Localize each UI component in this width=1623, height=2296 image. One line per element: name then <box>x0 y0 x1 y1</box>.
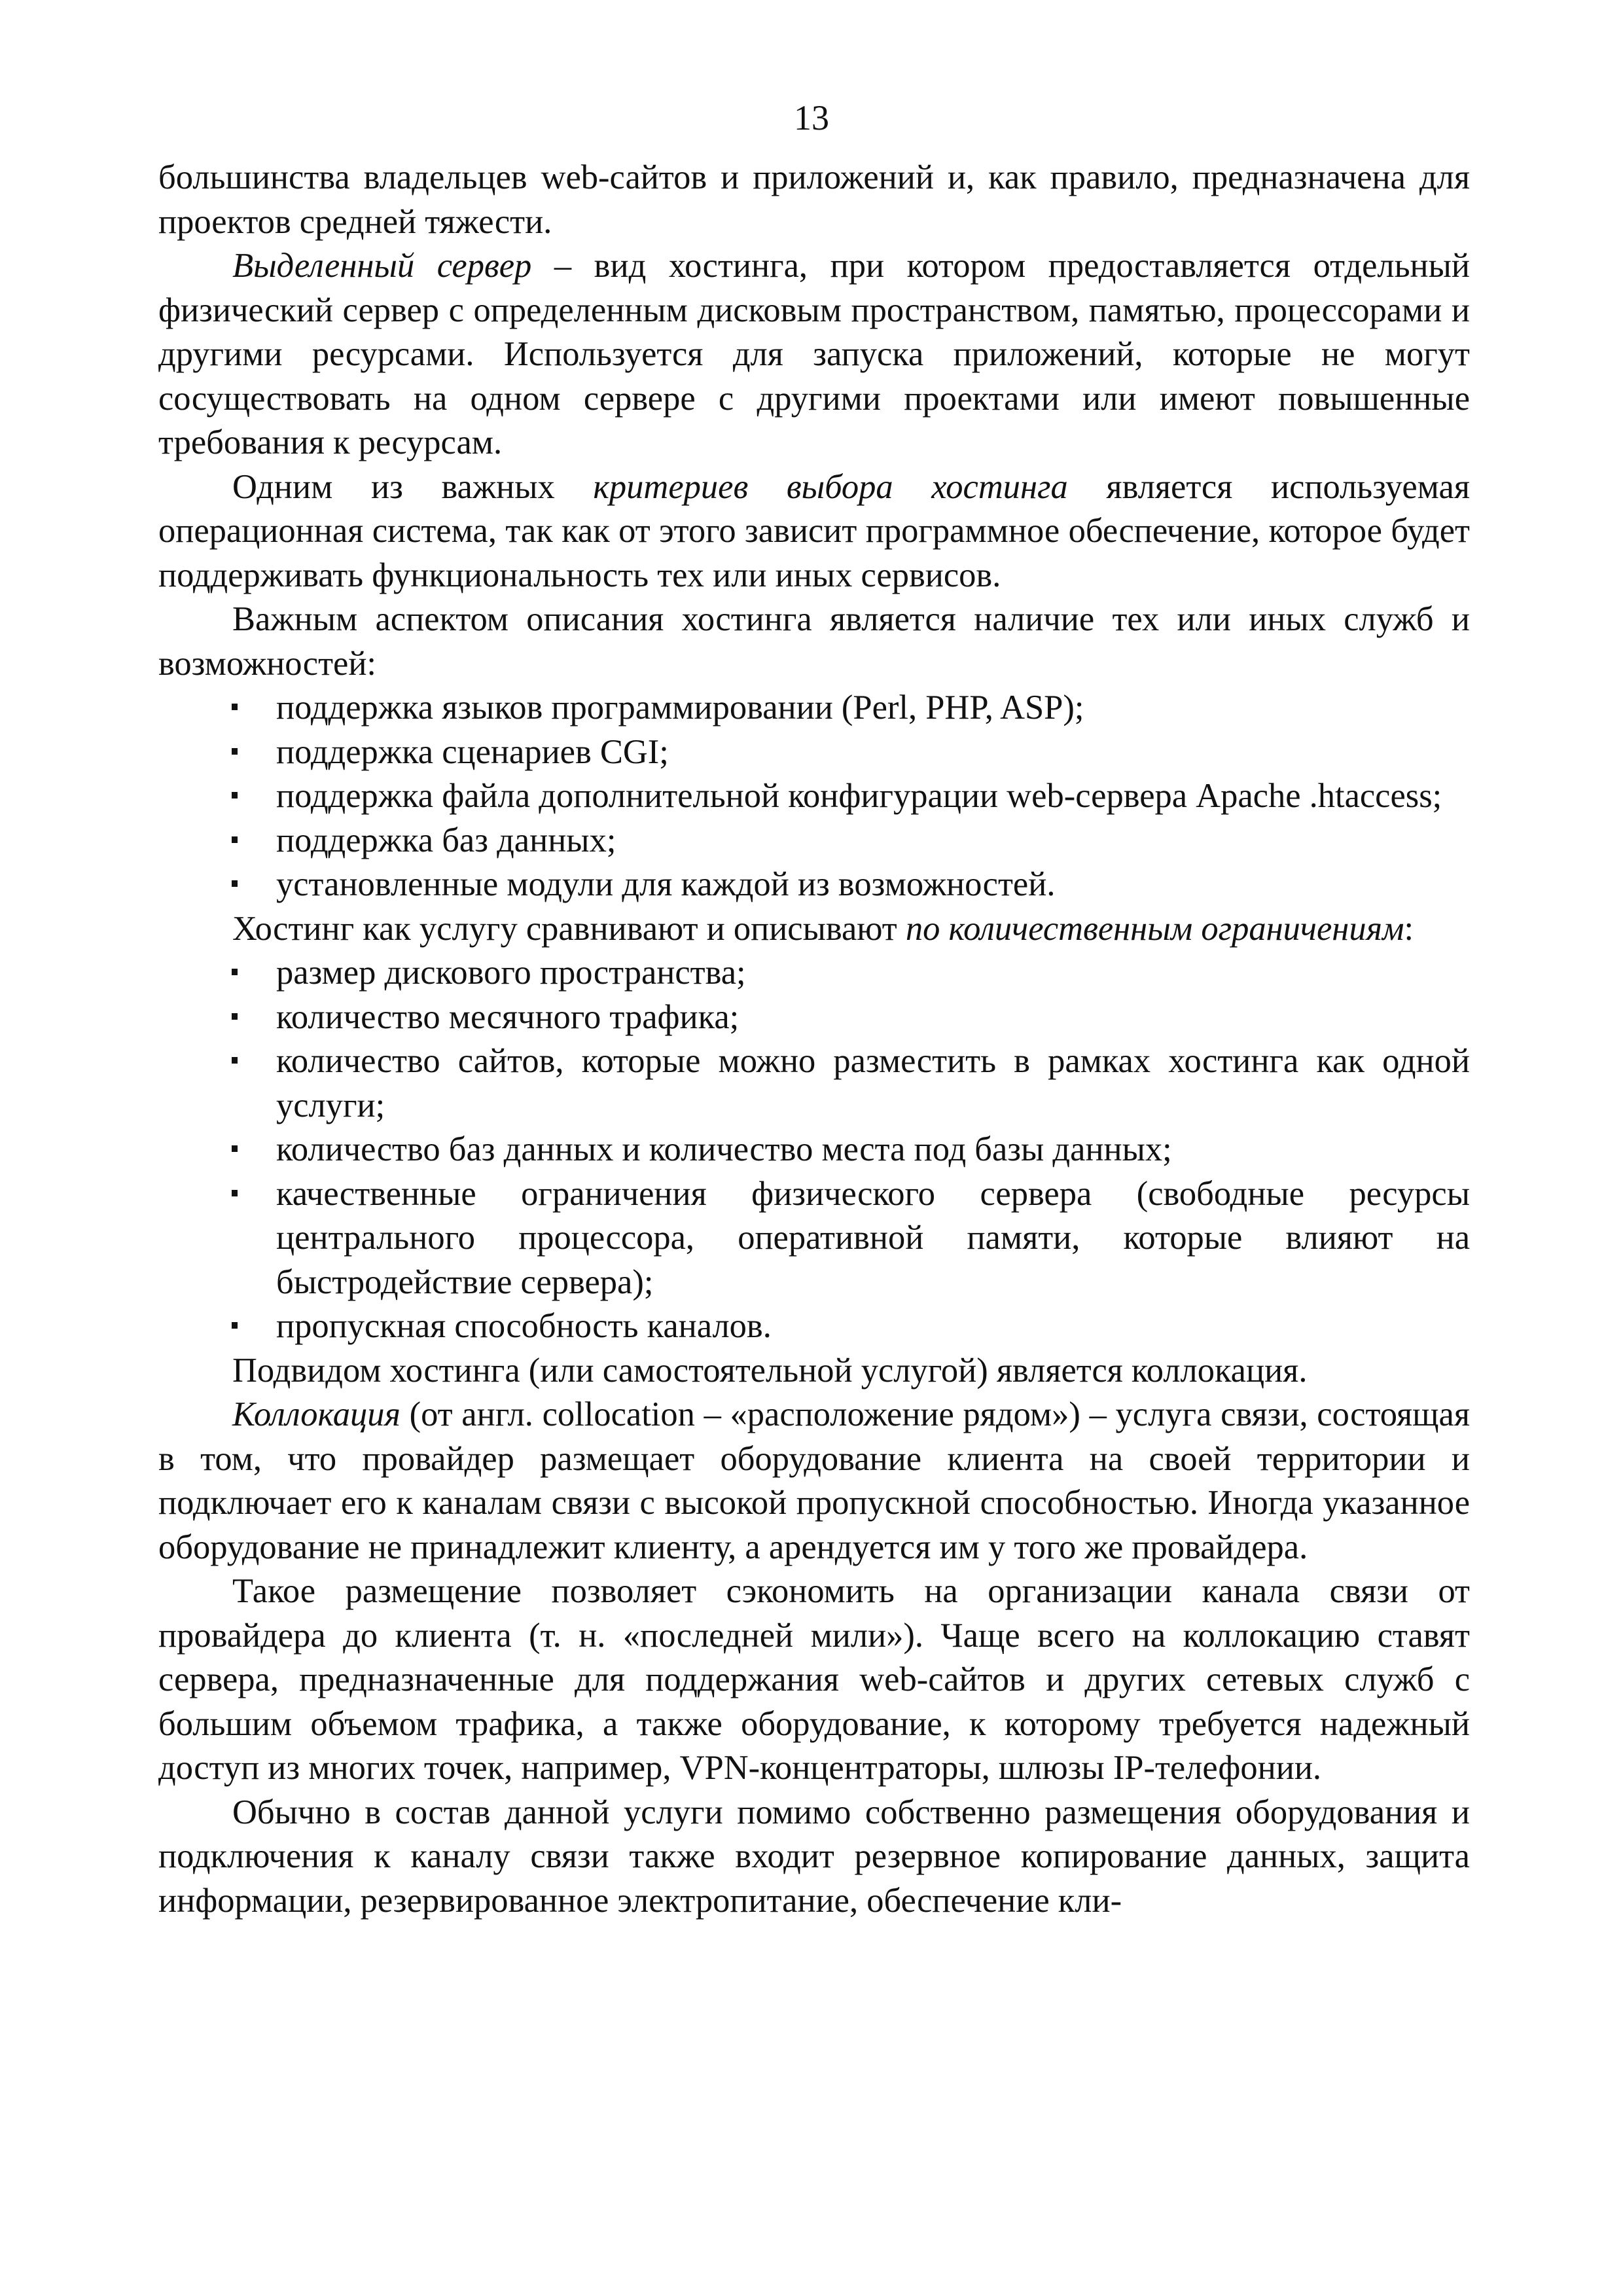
list-item-text: количество сайтов, которые можно разместить в рамках хостинга как одной услуги; <box>276 1042 1470 1124</box>
bullet-icon <box>232 1322 238 1329</box>
paragraph-services-intro: Важным аспектом описания хостинга является наличие тех или иных служб и возможностей: <box>158 600 1470 683</box>
list-item <box>158 1304 1470 1349</box>
list-item <box>158 951 1470 996</box>
bullet-icon <box>232 969 238 975</box>
bullet-icon <box>232 748 238 755</box>
limits-list <box>158 951 1470 1349</box>
services-list <box>158 686 1470 907</box>
bullet-icon <box>232 836 238 843</box>
list-item <box>158 863 1470 907</box>
paragraph-colocation-definition <box>158 1393 1470 1570</box>
list-item <box>158 819 1470 863</box>
bullet-icon <box>232 880 238 887</box>
list-item <box>158 996 1470 1040</box>
paragraph-selection-criteria-lead: Одним из важных <box>232 467 594 506</box>
paragraph-quantitative-limits-lead: Хостинг как услугу сравнивают и описывают <box>232 909 906 948</box>
bullet-icon <box>232 704 238 710</box>
list-item-text: поддержка языков программировании (Perl, PHP, ASP); <box>276 689 1084 726</box>
list-item <box>158 686 1470 730</box>
list-item-text: качественные ограничения физического сервера (свободные ресурсы центрального процессора, оперативной памяти, которые влияют на быстродействие сервера); <box>276 1174 1470 1301</box>
paragraph-continuation: большинства владельцев web-сайтов и приложений и, как правило, предназначена для проектов средней тяжести. <box>158 158 1470 241</box>
list-item-text: установленные модули для каждой из возможностей. <box>276 865 1056 903</box>
page-number: 13 <box>794 98 829 137</box>
paragraph-colocation-intro: Подвидом хостинга (или самостоятельной услугой) является коллокация. <box>232 1351 1308 1390</box>
term-selection-criteria: критериев выбора хостинга <box>593 467 1068 506</box>
paragraph-selection-criteria <box>158 465 1470 598</box>
list-item <box>158 1039 1470 1128</box>
term-quantitative-limits: по количественным ограничениям <box>905 909 1404 948</box>
bullet-icon <box>232 1057 238 1064</box>
paragraph-colocation-services: Обычно в состав данной услуги помимо собственно размещения оборудования и подключения к каналу связи также входит резервное копирование данных, защита информации, резервированное электропитание, обеспечение кли- <box>158 1793 1470 1920</box>
term-colocation: Коллокация <box>232 1395 401 1433</box>
paragraph-colocation-definition-text: (от англ. collocation – «расположение рядом») – услуга связи, состоящая в том, что провайдер размещает оборудование клиента на своей территории и подключает его к каналам связи с высокой пропускной способностью. Иногда указанное оборудование не принадлежит клиенту, а арендуется им у того же провайдера. <box>158 1395 1470 1566</box>
list-item-text: пропускная способность каналов. <box>276 1307 772 1345</box>
paragraph-quantitative-limits <box>158 907 1470 952</box>
bullet-icon <box>232 1190 238 1196</box>
list-item-text: количество месячного трафика; <box>276 997 740 1036</box>
list-item-text: поддержка баз данных; <box>276 821 616 859</box>
paragraph-selection-criteria-text: является используемая операционная система, так как от этого зависит программное обеспечение, которое будет поддерживать функциональность тех или иных сервисов. <box>158 467 1470 594</box>
list-item <box>158 774 1470 819</box>
page-body <box>158 156 1470 1923</box>
list-item-text: размер дискового пространства; <box>276 954 746 992</box>
paragraph-dedicated-server-text: – вид хостинга, при котором предоставляется отдельный физический сервер с определенным дисковым пространством, памятью, процессорами и другими ресурсами. Используется для запуска приложений, которые не могут сосуществовать на одном сервере с другими проектами или имеют повышенные требования к ресурсам. <box>158 247 1470 461</box>
list-item <box>158 1128 1470 1172</box>
paragraph-colocation-benefits: Такое размещение позволяет сэкономить на организации канала связи от провайдера до клиента (т. н. «последней мили»). Чаще всего на коллокацию ставят сервера, предназначенные для поддержания web-сайтов и других сетевых служб с большим объемом трафика, а также оборудование, к которому требуется надежный доступ из многих точек, например, VPN-концентраторы, шлюзы IP-телефонии. <box>158 1572 1470 1787</box>
paragraph-quantitative-limits-colon: : <box>1404 909 1414 948</box>
term-dedicated-server: Выделенный сервер <box>232 247 532 285</box>
bullet-icon <box>232 792 238 798</box>
list-item-text: поддержка файла дополнительной конфигурации web-сервера Apache .htaccess; <box>276 777 1442 815</box>
bullet-icon <box>232 1145 238 1152</box>
bullet-icon <box>232 1013 238 1020</box>
list-item-text: количество баз данных и количество места под базы данных; <box>276 1130 1172 1168</box>
list-item-text: поддержка сценариев CGI; <box>276 732 669 771</box>
list-item <box>158 730 1470 775</box>
paragraph-dedicated-server <box>158 244 1470 465</box>
list-item <box>158 1172 1470 1305</box>
